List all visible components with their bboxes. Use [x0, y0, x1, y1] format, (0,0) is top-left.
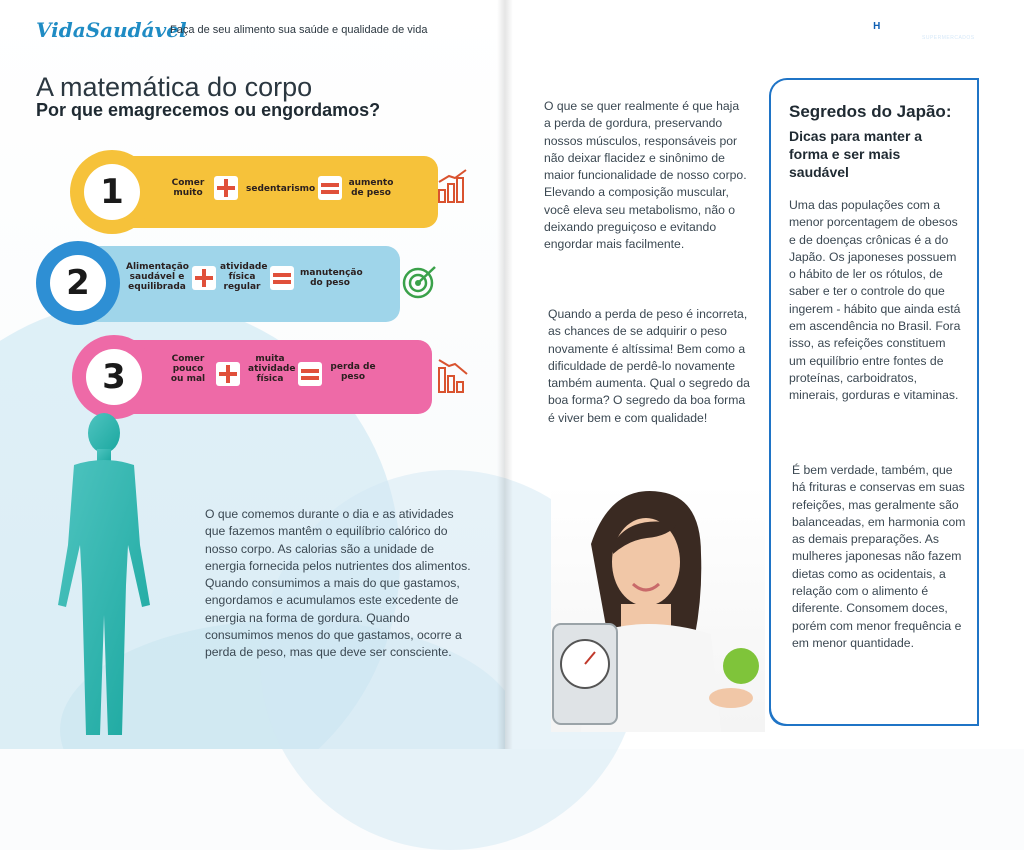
right-body-text-1: O que se quer realmente é que haja a perda de gordura, preservando nossos músculos, responsáveis por não deixar flacidez e sinônimo de maior funcionalidade de nosso corpo. Elevando a composição muscular, você eleva seu metabolismo, não o deixando preguiçoso e evitando engordar mais facilmente.: [544, 99, 747, 252]
target-icon: [402, 263, 438, 299]
store-logo: [870, 18, 977, 34]
plus-icon: [214, 176, 238, 200]
equation-term: Comer muito: [171, 178, 205, 198]
sidebar-subheading: Dicas para manter a forma e ser mais saudável: [789, 128, 923, 180]
store-logo-sub: SUPERMERCADOS: [922, 35, 975, 41]
equals-icon: [318, 176, 342, 200]
magazine-brand: VidaSaudável: [36, 18, 187, 42]
equation-term: atividade física regular: [220, 262, 268, 292]
sidebar-paragraph-1: Uma das populações com a menor porcentagem de obesos e de doenças crônicas é a do Japão. Os japoneses possuem o hábito de ler os rótulos, de saber e ter o controle do que ingerem - hábito que ainda está em ascendência no Brasil. Fora isso, as refeições constituem um equilíbrio entre fontes de proteínas, carboidratos, minerais, gorduras e vitaminas.: [789, 198, 961, 403]
equation-result: manutenção do peso: [300, 268, 363, 288]
article-subtitle: Por que emagrecemos ou engordamos?: [36, 100, 381, 120]
woman-illustration: [551, 484, 765, 732]
sidebar-heading: Segredos do Japão:: [789, 102, 952, 121]
equation-number: 1: [84, 164, 140, 220]
equation-term: Comer pouco ou mal: [170, 354, 206, 384]
equation-result: perda de peso: [330, 362, 376, 382]
decline-chart-icon: [437, 358, 471, 394]
equals-icon: [298, 362, 322, 386]
magazine-tagline: Faça de seu alimento sua saúde e qualidade de vida: [170, 24, 428, 36]
equation-term: muita atividade física: [248, 354, 296, 384]
page-fold: [497, 0, 513, 749]
right-body-text-2: Quando a perda de peso é incorreta, as chances de se adquirir o peso novamente é altíssima! Bem como a dificuldade de perdê-lo novamente também aumenta. Qual o segredo da boa forma? O segredo da boa forma é viver bem e com qualidade!: [548, 307, 750, 425]
equation-term: Alimentação saudável e equilibrada: [126, 262, 189, 292]
plus-icon: [216, 362, 240, 386]
store-logo-badge: H: [870, 20, 884, 34]
plus-icon: [192, 266, 216, 290]
left-body-text: O que comemos durante o dia e as atividades que fazemos mantêm o equilíbrio calórico do nosso corpo. As calorias são a unidade de energia fornecida pelos nutrientes dos alimentos. Quando consumimos a mais do que gastamos, engordamos e acumulamos este excedente de energia na forma de gordura. Quando consumimos menos do que gastamos, ocorre a perda de peso, mas que deve ser consciente.: [205, 507, 471, 660]
store-logo-name: IROTA: [886, 18, 931, 34]
equation-term: sedentarismo: [246, 184, 316, 194]
growth-chart-icon: [437, 168, 469, 204]
number-badge: [36, 241, 120, 325]
store-logo-food: FOOD: [934, 18, 978, 34]
equals-icon: [270, 266, 294, 290]
human-body-figure: [44, 405, 164, 735]
article-title: A matemática do corpo: [36, 72, 313, 102]
equation-number: 2: [50, 255, 106, 311]
sidebar-paragraph-2: É bem verdade, também, que há frituras e conservas em suas refeições, mas geralmente são balanceadas, em harmonia com as demais preparações. As mulheres japonesas não fazem dietas como as ocidentais, a relação com o alimento é diferente. Consomem doces, porém com menor frequência e em menor quantidade.: [792, 463, 966, 650]
equation-result: aumento de peso: [348, 178, 394, 198]
equation-number: 3: [86, 349, 142, 405]
number-badge: [70, 150, 154, 234]
woman-photo: [551, 484, 765, 732]
